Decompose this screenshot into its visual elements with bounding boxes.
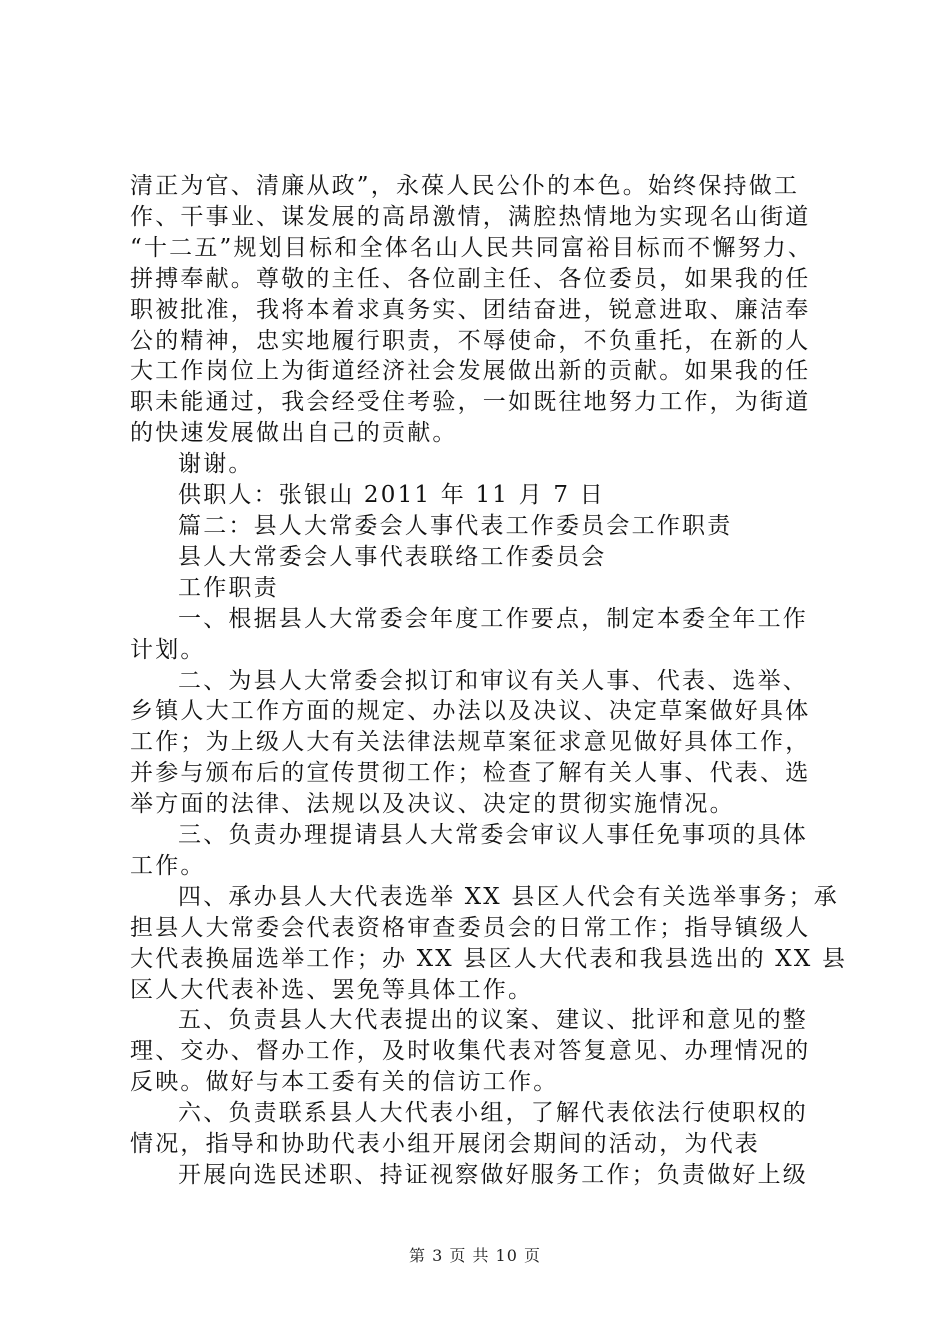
text-line: 理、交办、督办工作，及时收集代表对答复意见、办理情况的 — [130, 1038, 811, 1065]
text-line: 大代表换届选举工作；办 XX 县区人大代表和我县选出的 XX 县 — [130, 945, 848, 972]
text-line: 举方面的法律、法规以及决议、决定的贯彻实施情况。 — [130, 791, 735, 818]
text-line: 作、干事业、谋发展的高昂激情，满腔热情地为实现名山街道 — [130, 203, 811, 230]
text-line: 并参与颁布后的宣传贯彻工作；检查了解有关人事、代表、选 — [130, 760, 811, 787]
text-line: 五、负责县人大代表提出的议案、建议、批评和意见的整 — [178, 1007, 808, 1034]
text-line: 区人大代表补选、罢免等具体工作。 — [130, 976, 534, 1003]
signature-line: 供职人：张银山 2011 年 11 月 7 日 — [178, 482, 605, 509]
text-line: 计划。 — [130, 636, 206, 663]
section-heading: 篇二：县人大常委会人事代表工作委员会工作职责 — [178, 512, 733, 539]
text-line: 职被批准，我将本着求真务实、团结奋进，锐意进取、廉洁奉 — [130, 296, 811, 323]
text-line: 二、为县人大常委会拟订和审议有关人事、代表、选举、 — [178, 667, 808, 694]
text-line: 反映。做好与本工委有关的信访工作。 — [130, 1069, 559, 1096]
text-line: 工作；为上级人大有关法律法规草案征求意见做好具体工作， — [130, 729, 811, 756]
text-line: 拼搏奉献。尊敬的主任、各位副主任、各位委员，如果我的任 — [130, 265, 811, 292]
text-line: 公的精神，忠实地履行职责，不辱使命，不负重托，在新的人 — [130, 327, 811, 354]
text-line: 担县人大常委会代表资格审查委员会的日常工作；指导镇级人 — [130, 914, 811, 941]
text-line: 六、负责联系县人大代表小组，了解代表依法行使职权的 — [178, 1100, 808, 1127]
document-title: 县人大常委会人事代表联络工作委员会 — [178, 543, 607, 570]
text-line: 四、承办县人大代表选举 XX 县区人代会有关选举事务；承 — [178, 883, 839, 910]
text-line: 清正为官、清廉从政”，永葆人民公仆的本色。始终保持做工 — [130, 173, 800, 199]
text-line: 大工作岗位上为街道经济社会发展做出新的贡献。如果我的任 — [130, 358, 811, 385]
text-line: 谢谢。 — [178, 451, 254, 478]
text-line: 的快速发展做出自己的贡献。 — [130, 420, 458, 447]
text-line: 一、根据县人大常委会年度工作要点，制定本委全年工作 — [178, 605, 808, 632]
document-subtitle: 工作职责 — [178, 574, 279, 601]
text-line: “十二五”规划目标和全体名山人民共同富裕目标而不懈努力、 — [130, 234, 814, 261]
page-number-footer: 第 3 页 共 10 页 — [409, 1246, 541, 1265]
text-line: 工作。 — [130, 852, 206, 879]
text-line: 职未能通过，我会经受住考验，一如既往地努力工作，为街道 — [130, 389, 811, 416]
text-line: 开展向选民述职、持证视察做好服务工作；负责做好上级 — [178, 1162, 808, 1188]
text-line: 三、负责办理提请县人大常委会审议人事任免事项的具体 — [178, 822, 808, 849]
text-line: 乡镇人大工作方面的规定、办法以及决议、决定草案做好具体 — [130, 698, 811, 725]
text-line: 情况，指导和协助代表小组开展闭会期间的活动，为代表 — [130, 1131, 760, 1158]
